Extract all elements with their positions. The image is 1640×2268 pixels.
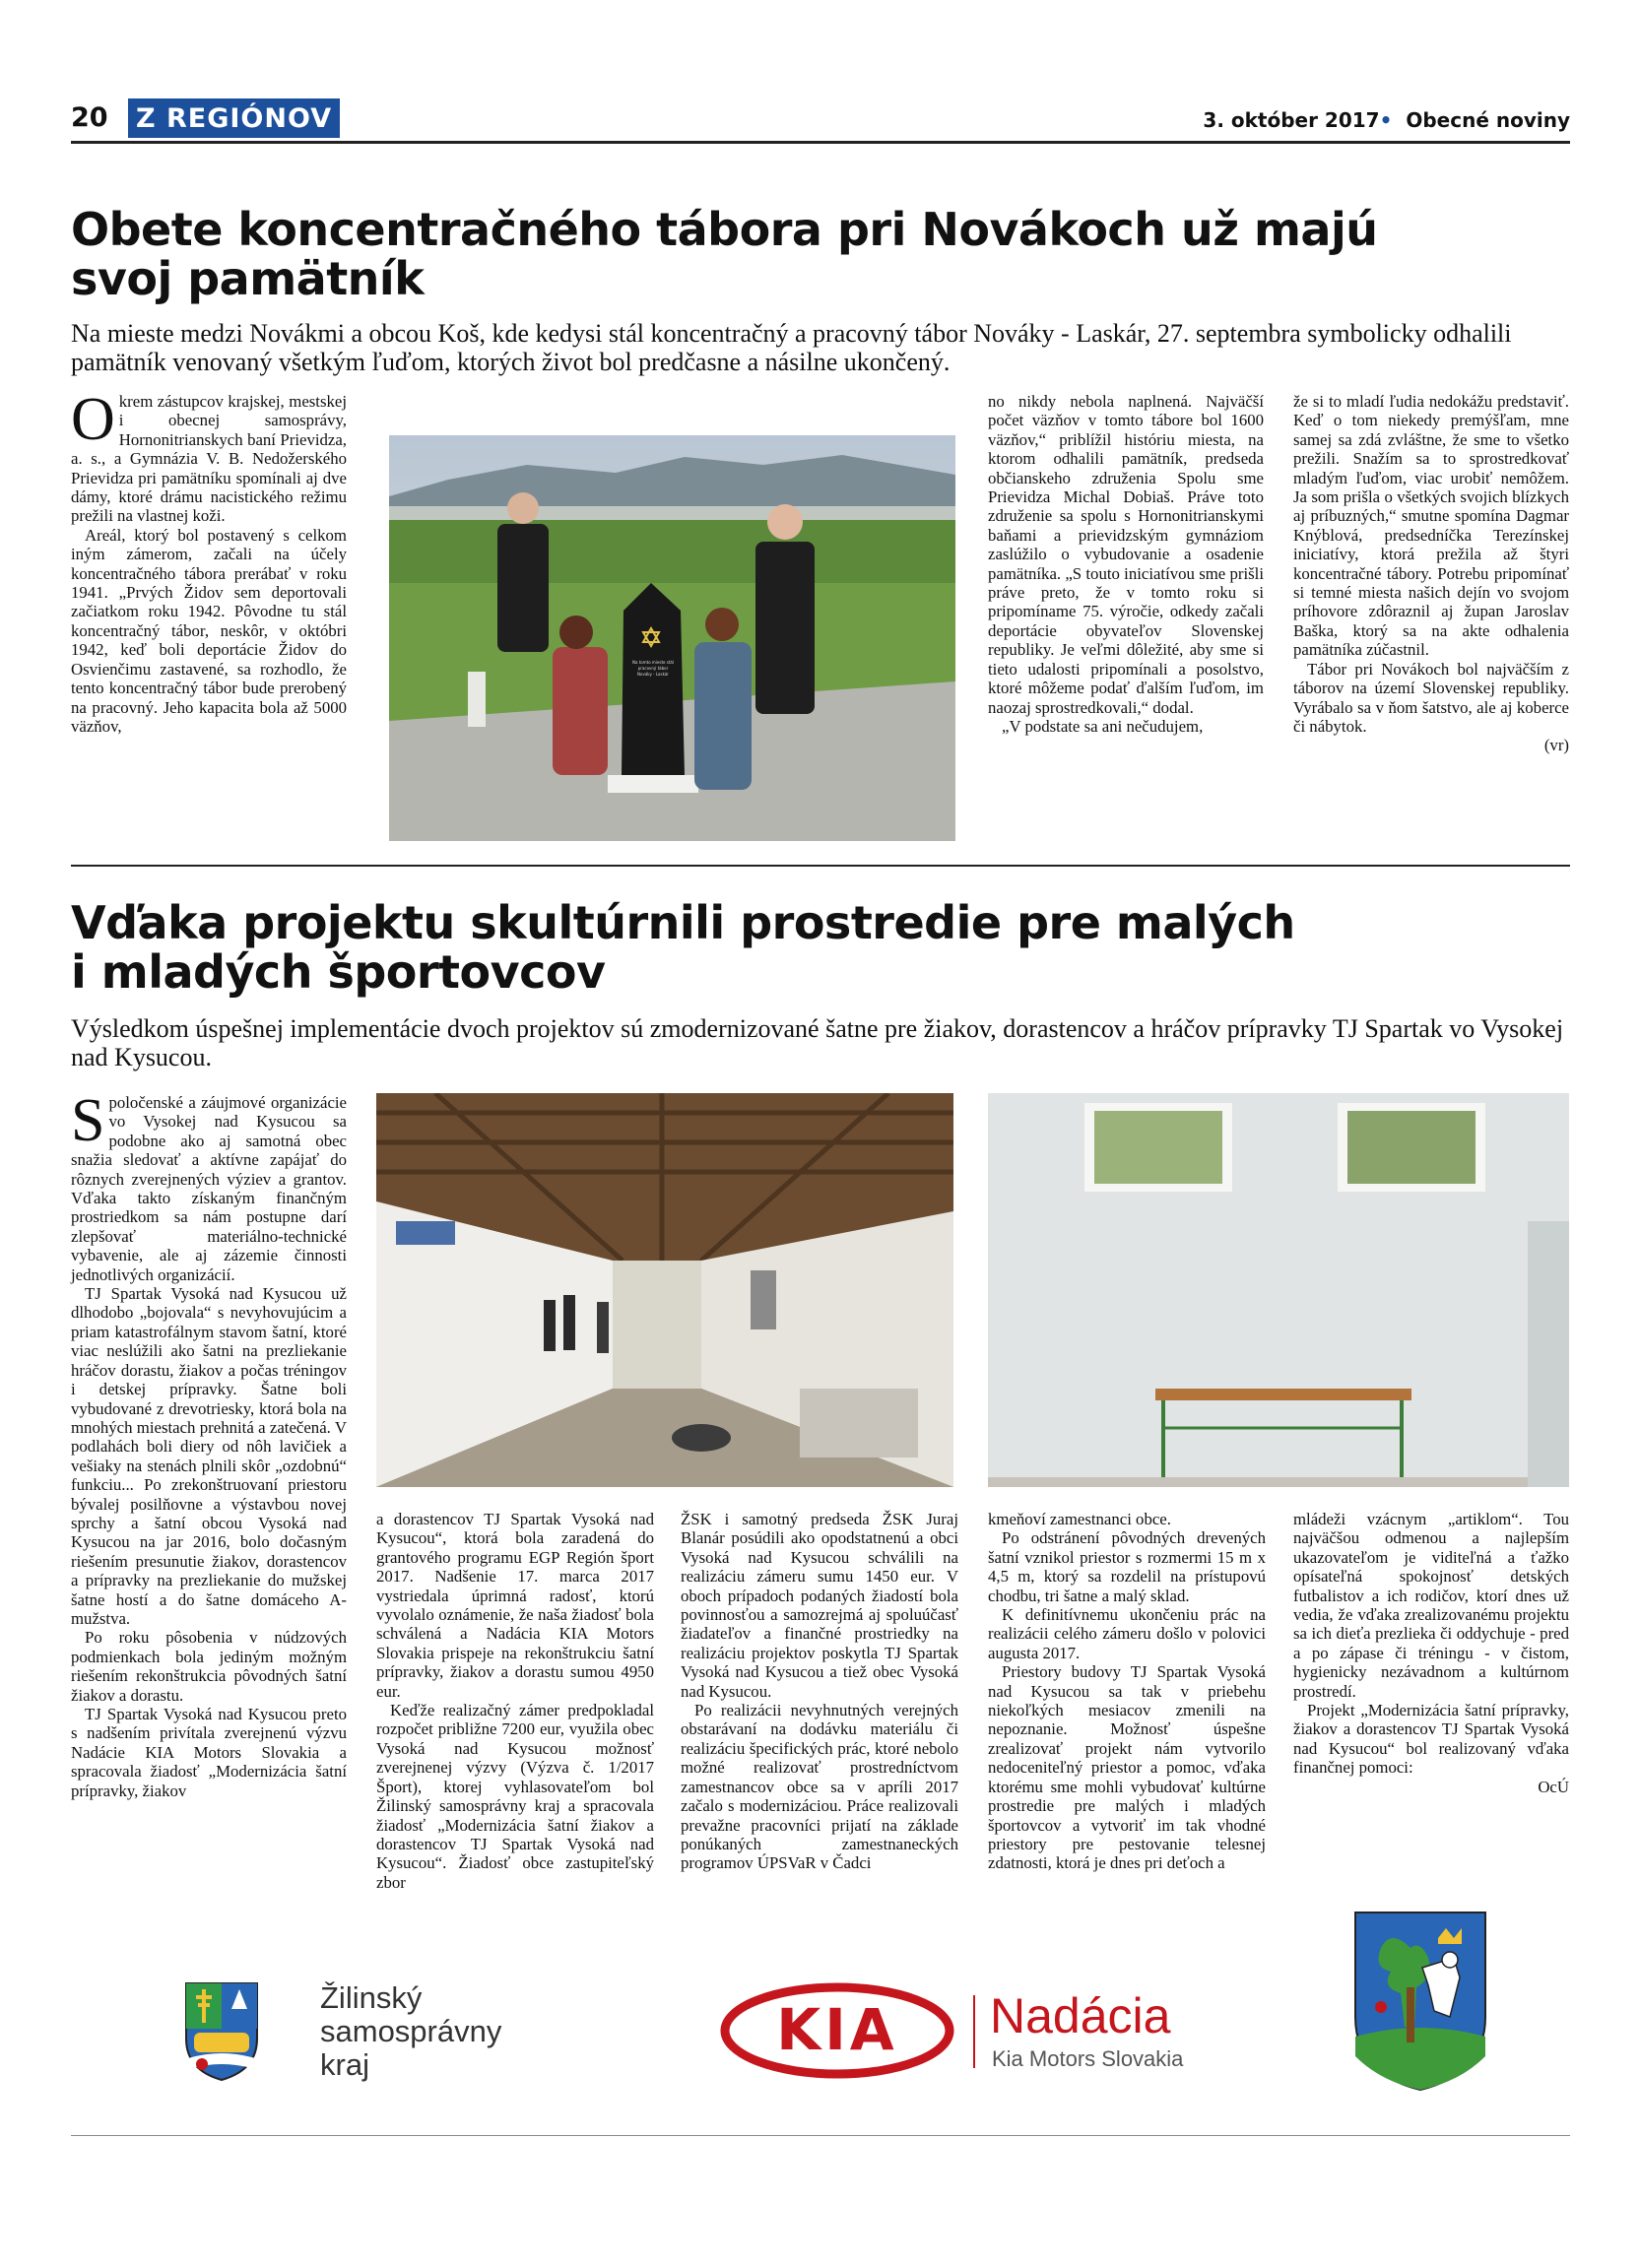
paragraph: Po odstránení pôvodných drevených šatní vznikol priestor s rozmermi 15 m x 4,5 m, ktorý sa rozdelil na prístupovú chodbu, tri šatne a malý sklad. — [988, 1528, 1266, 1605]
zsk-logo-line: samosprávny — [320, 2014, 502, 2048]
memorial-photo-graphic — [389, 435, 955, 841]
article2-signature: OcÚ — [1538, 1777, 1569, 1796]
issue-date: 3. október 2017 — [1203, 108, 1380, 132]
locker-room-photo-graphic — [988, 1093, 1569, 1487]
paragraph: Po realizácii nevyhnutných verejných obstarávaní na dodávku materiálu či realizáciu špecifických prác, ktoré nebolo možné realizovať prostredníctvom zamestnancov obce sa v apríli 2017 začalo s modernizáciou. Práce realizovali prevažne pracovníci prijatí na základe ponúkaných zamestnaneckých programov ÚPSVaR v Čadci — [681, 1701, 958, 1873]
paragraph: poločenské a záujmové organizácie vo Vysokej nad Kysucou sa podobne ako aj samotná obec snažia sledovať a aktívne zapájať do rôznych zverejnených výziev a grantov. Vďaka takto získaným finančným prostriedkom sa nám postupne darí zlepšovať materiálno-technické vybavenie, ale aj zázemie činnosti jednotlivých organizácií. — [71, 1093, 347, 1284]
article-divider — [71, 865, 1570, 867]
memorial-photo — [389, 435, 955, 841]
paragraph: Keďže realizačný zámer predpokladal rozpočet približne 7200 eur, využila obec Vysoká nad Kysucou možnosť zverejnenej výzvy (Výzva č. 1/2017 Šport), ktorej vyhlasovateľom bol Žilinský samosprávny kraj a spracovala žiadosť „Modernizácia šatní žiakov a dorastencov TJ Spartak Vysoká nad Kysucou“. Žiadosť obce zastupiteľský zbor — [376, 1701, 654, 1892]
paragraph: K definitívnemu ukončeniu prác na realizácii celého zámeru došlo v polovici augusta 2017. — [988, 1605, 1266, 1662]
article1-column-3 — [1293, 392, 1569, 755]
article2-column-5 — [1293, 1510, 1569, 1796]
article1-lead: Na mieste medzi Novákmi a obcou Koš, kde kedysi stál koncentračný a pracovný tábor Nováky - Laskár, 27. septembra symbolicky odhalili pamätník venovaný všetkým ľuďom, ktorých život bol predčasne a násilne ukončený. — [71, 319, 1512, 376]
article2-headline — [71, 898, 1295, 997]
article1-column-2 — [988, 392, 1264, 736]
paragraph: ŽSK i samotný predseda ŽSK Juraj Blanár posúdili ako opodstatnenú a obci Vysoká nad Kysucou schválili na realizáciu zámeru sumu 1450 eur. V oboch prípadoch podaných žiadostí bola povinnosťou a samozrejmá aj spoluúčasť žiadateľov a finančné prostriedky na realizáciu projektov poskytla TJ Spartak Vysoká nad Kysucou a tiež obec Vysoká nad Kysucou. — [681, 1510, 958, 1701]
article2-column-3 — [681, 1510, 958, 1873]
locker-room-photo — [988, 1093, 1569, 1487]
paragraph: kmeňoví zamestnanci obce. — [988, 1510, 1171, 1528]
paragraph: Areál, ktorý bol postavený s celkom iným zámerom, začali na účely koncentračného tábora prerábať v roku 1941. „Prvých Židov sem deportovali začiatkom roku 1942. Pôvodne tu stál koncentračný tábor, neskôr, v októbri 1942, keď boli deportácie Židov do Osvienčimu zastavené, sa rozhodlo, že tento koncentračný tábor bude prerobený na pracovný. Jeho kapacita bola až 5000 väzňov, — [71, 525, 347, 736]
paragraph: no nikdy nebola naplnená. Najväčší počet väzňov v tomto tábore bol 1600 väzňov,“ priblížil históriu miesta, na ktorom odhalili pamätník, predseda občianskeho združenia Spolu sme Prievidza Michal Dobiaš. Práve toto združenie sa spolu s Hornonitrianskymi baňami a prievidzským gymnáziom zaslúžilo o vybudovanie a osadenie pamätníka. „S touto iniciatívou sme prišli práve preto, že v tomto roku si pripomíname 75. výročie, odkedy začali deportácie obyvateľov Slovenskej republiky. Je veľmi dôležité, aby sme si tieto udalosti pripomínali a posolstvo, ktoré môžeme podať ďalším ľuďom, im naozaj sprostredkovali,“ dodal. — [988, 392, 1264, 717]
headline-line: i mladých športovcov — [71, 945, 606, 999]
article2-column-4 — [988, 1510, 1266, 1873]
dropcap: S — [71, 1087, 105, 1154]
renovation-photo-graphic — [376, 1093, 953, 1487]
zsk-logo-line: kraj — [320, 2047, 369, 2082]
article2-column-1 — [71, 1087, 347, 1800]
paragraph: Tábor pri Novákoch bol najväčším z táborov na území Slovenskej republiky. Vyrábalo sa v ňom šatstvo, ale aj koberce či nábytok. — [1293, 659, 1569, 736]
vysoka-coat-of-arms-icon — [1351, 1909, 1489, 2094]
footer-rule — [71, 2135, 1570, 2136]
headline-line: svoj pamätník — [71, 252, 425, 305]
paragraph: Priestory budovy TJ Spartak Vysoká nad Kysucou sa tak v priebehu niekoľkých mesiacov zmenili na nepoznanie. Možnosť úspešne zrealizovať projekt nám vytvorilo nedoceniteľný priestor a pomoc, vďaka ktorému sme mohli vybudovať kultúrne prostredie pre malých i mladých športovcov a vytvoriť im tak vhodné priestory pre pestovanie telesnej zdatnosti, ktorá je dnes pri deťoch a — [988, 1662, 1266, 1873]
article1-signature: (vr) — [1543, 736, 1569, 755]
zsk-logo-line: Žilinský — [320, 1980, 423, 2015]
publication-name: Obecné noviny — [1406, 108, 1570, 132]
headline-line: Vďaka projektu skultúrnili prostredie pre malých — [71, 896, 1295, 949]
zsk-logo-text — [320, 1981, 501, 2082]
article1-headline — [71, 205, 1378, 303]
paragraph: „V podstate sa ani nečudujem, — [1002, 716, 1204, 736]
paragraph: TJ Spartak Vysoká nad Kysucou už dlhodobo „bojovala“ s nevyhovujúcim a priam katastrofálnym stavom šatní, ktoré viac neslúžili ako šatni na prezliekanie hráčov dorastu, žiakov a počas tréningov i detskej prípravky. Šatne boli vybudované z drevotriesky, ktorá bola na mnohých miestach prehnitá a zatečená. V podlahách boli diery od nôh lavičiek a vešiaky na stenách plnili skôr „ozdobnú“ funkciu... Po zrekonštruovaní priestoru bývalej posilňovne a výstavbou novej sprchy a šatní obcou Vysoká nad Kysucou na jar 2016, bolo dočasným riešením presunutie žiakov, dorastencov a prípravky na prezliekanie do mužskej šatne hostí a do šatne domáceho A-mužstva. — [71, 1284, 347, 1628]
section-tag: Z REGIÓNOV — [128, 98, 340, 138]
article1-column-1 — [71, 386, 347, 736]
kia-divider — [973, 1995, 975, 2068]
kia-nadacia-logo — [719, 1981, 1231, 2090]
paragraph: a dorastencov TJ Spartak Vysoká nad Kysucou“, ktorá bola zaradená do grantového programu EGP Región šport 2017. Nadšenie 17. marca 2017 vystriedala úprimná radosť, ktorú vyvolalo oznámenie, že naša žiadosť bola schválená a Nadácia KIA Motors Slovakia prispeje na rekonštrukciu šatní prípravky, žiakov a dorastu sumou 4950 eur. — [376, 1510, 654, 1701]
headline-line: Obete koncentračného tábora pri Novákoch už majú — [71, 203, 1378, 256]
paragraph: že si to mladí ľudia nedokážu predstaviť. Keď o tom niekedy premýšľam, mne samej sa zdá zvláštne, že sme to všetko prežili. Snažím sa to sprostredkovať mladým ľuďom, viac urobiť nemôžem. Ja som prišla o všetkých svojich blízkych aj príbuzných,“ smutne spomína Dagmar Knýblová, predsedníčka Terezínskej iniciatívy, ktorá prežila až štyri koncentračné tábory. Potrebu pripomínať si temné miesta našich dejín vo svojom príhovore zdôraznil aj župan Jaroslav Baška, ktorý sa na akte odhalenia pamätníka zúčastnil. — [1293, 392, 1569, 660]
paragraph: mládeži vzácnym „artiklom“. Tou najväčšou odmenou a najlepším ukazovateľom je viditeľná a ťažko opísateľná spokojnosť detských futbalistov a ich rodičov, ktorí dnes už vedia, že vďaka zrealizovanému projektu sa ich dieťa prezlieka či oddychuje - pred a po zápase či tréningu - v čistom, hygienicky nezávadnom a kultúrnom prostredí. — [1293, 1510, 1569, 1701]
dropcap: O — [71, 386, 115, 453]
vysoka-coat-of-arms — [1351, 1909, 1489, 2096]
header-meta — [1203, 108, 1570, 132]
memorial-inscription: Na tomto mieste stál pracovný tábor Nováky - Laskár — [632, 660, 674, 677]
renovation-photo — [376, 1093, 953, 1487]
zsk-logo — [182, 1979, 537, 2088]
nadacia-subtitle: Kia Motors Slovakia — [992, 2046, 1184, 2071]
page-number: 20 — [71, 102, 108, 133]
kia-logo-mark: KIA — [776, 1996, 898, 2063]
article2-column-2 — [376, 1510, 654, 1892]
nadacia-title: Nadácia — [990, 1988, 1171, 2043]
paragraph: krem zástupcov krajskej, mestskej i obecnej samosprávy, Hornonitrianskych baní Prievidza, a. s., a Gymnázia V. B. Nedožerského Prievidza pri pamätníku spomínali aj dve dámy, ktoré drámu nacistického režimu prežili na vlastnej koži. — [71, 392, 347, 526]
page-header — [71, 98, 1570, 144]
paragraph: Projekt „Modernizácia šatní prípravky, žiakov a dorastencov TJ Spartak Vysoká nad Kysucou“ bol realizovaný vďaka finančnej pomoci: — [1293, 1701, 1569, 1778]
separator-dot: • — [1379, 108, 1393, 132]
zsk-coat-of-arms-icon — [182, 1979, 261, 2083]
paragraph: TJ Spartak Vysoká nad Kysucou preto s nadšením privítala zverejnenú výzvu Nadácie KIA Motors Slovakia a spracovala žiadosť „Modernizácia šatní prípravky, žiakov — [71, 1705, 347, 1800]
article2-lead: Výsledkom úspešnej implementácie dvoch projektov sú zmodernizované šatne pre žiakov, dorastencov a hráčov prípravky TJ Spartak vo Vysokej nad Kysucou. — [71, 1014, 1564, 1071]
paragraph: Po roku pôsobenia v núdzových podmienkach bola jediným možným riešením rekonštrukcia pôvodných šatní žiakov a dorastu. — [71, 1628, 347, 1705]
